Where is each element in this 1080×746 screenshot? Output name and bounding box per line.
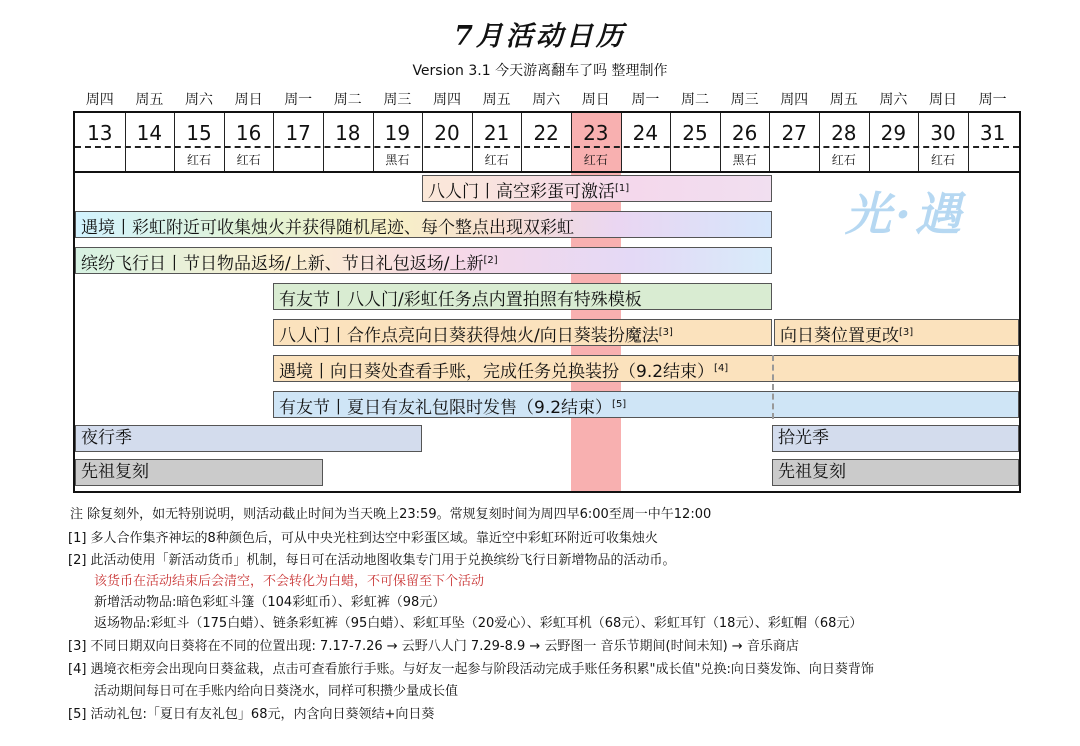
event-bar-sunflower-move — [774, 319, 1019, 346]
day-number: 31 — [979, 121, 1006, 145]
header-dashed-divider — [75, 146, 1019, 148]
event-ref: [4] — [714, 363, 729, 374]
event-bar-traveling-spirit-2 — [772, 459, 1019, 486]
day-tag: 红石 — [583, 153, 608, 167]
page-subtitle: Version 3.1 今天游离翻车了吗 整理制作 — [412, 63, 668, 79]
note-1: [1] 多人合作集齐神坛的8种颜色后，可从中央光柱到达空中彩蛋区域。靠近空中彩虹环附近可收集烛火 — [68, 531, 658, 546]
day-number: 27 — [781, 121, 807, 145]
event-bar-friendship-photo — [273, 283, 772, 310]
day-number: 17 — [285, 121, 311, 145]
event-label: 先祖复刻 — [778, 462, 846, 482]
weekday-label: 周一 — [284, 92, 313, 108]
event-bar-summer-gift-pack — [273, 391, 1019, 418]
day-number: 30 — [930, 121, 956, 145]
note-5: [5] 活动礼包:「夏日有友礼包」68元，内含向日葵领结+向日葵 — [68, 707, 435, 722]
event-bar-rainbow-candles — [75, 211, 772, 238]
day-number: 15 — [186, 121, 212, 145]
event-label: 拾光季 — [778, 428, 829, 448]
event-label: 向日葵位置更改 — [780, 326, 899, 346]
event-label: 遇境丨向日葵处查看手账，完成任务兑换装扮（9.2结束） — [279, 362, 715, 382]
event-label: 夜行季 — [81, 428, 132, 448]
weekday-label: 周一 — [631, 92, 660, 108]
day-number: 20 — [434, 121, 460, 145]
day-tag: 黑石 — [385, 153, 410, 167]
event-label: 八人门丨合作点亮向日葵获得烛火/向日葵装扮魔法 — [279, 326, 659, 346]
event-bar-sunflower-journal — [273, 355, 1019, 382]
day-number: 24 — [632, 121, 659, 145]
weekday-label: 周六 — [184, 92, 213, 108]
weekday-label: 周日 — [234, 92, 263, 108]
day-tag: 红石 — [930, 153, 955, 167]
event-label: 先祖复刻 — [81, 462, 149, 482]
weekday-label: 周一 — [978, 92, 1007, 108]
event-ref: [1] — [615, 183, 630, 194]
day-number: 14 — [136, 121, 163, 145]
weekday-label: 周六 — [532, 92, 561, 108]
logo: 光·遇 — [844, 187, 965, 241]
note-2-return-items: 返场物品:彩虹斗（175白蜡）、链条彩虹裤（95白蜡）、彩虹耳坠（20爱心）、彩虹耳机（68元）、彩虹耳钉（18元）、彩虹帽（68元） — [94, 616, 863, 631]
weekday-label: 周四 — [432, 92, 461, 108]
day-number: 16 — [235, 121, 262, 145]
weekday-label: 周六 — [879, 92, 908, 108]
day-number: 26 — [731, 121, 758, 145]
day-tag: 红石 — [236, 153, 261, 167]
event-bar-sunflower-light — [273, 319, 772, 346]
event-label: 遇境丨彩虹附近可收集烛火并获得随机尾迹、每个整点出现双彩虹 — [81, 218, 574, 238]
note-general: 注 除复刻外，如无特别说明，则活动截止时间为当天晚上23:59。常规复刻时间为周四早6:00至周一中午12:00 — [70, 507, 712, 522]
note-4: [4] 遇境衣柜旁会出现向日葵盆栽，点击可查看旅行手账。与好友一起参与阶段活动完成手账任务积累"成长值"兑换:向日葵发饰、向日葵背饰 — [68, 662, 874, 677]
day-tag: 黑石 — [732, 153, 757, 167]
note-2-new-items: 新增活动物品:暗色彩虹斗篷（104彩虹币）、彩虹裤（98元） — [94, 595, 446, 610]
day-number: 19 — [384, 121, 411, 145]
note-2: [2] 此活动使用「新活动货币」机制，每日可在活动地图收集专门用于兑换缤纷飞行日新增物品的活动币。 — [68, 553, 676, 568]
day-number: 21 — [483, 121, 510, 145]
event-ref: [3] — [899, 327, 914, 338]
weekday-label: 周日 — [581, 92, 610, 108]
event-label: 有友节丨夏日有友礼包限时发售（9.2结束） — [279, 398, 613, 418]
day-number: 25 — [682, 121, 708, 145]
event-label: 缤纷飞行日丨节日物品返场/上新、节日礼包返场/上新 — [81, 254, 484, 274]
event-bar-eight-gate-egg — [422, 175, 772, 202]
day-number: 18 — [335, 121, 361, 145]
weekday-label: 周五 — [829, 92, 858, 108]
page-title: 7月活动日历 — [454, 21, 626, 52]
weekday-label: 周四 — [780, 92, 809, 108]
event-ref: [2] — [483, 255, 498, 266]
event-bar-light-season — [772, 425, 1019, 452]
weekday-label: 周四 — [85, 92, 114, 108]
calendar-grid — [73, 111, 1021, 493]
day-tag: 红石 — [484, 153, 509, 167]
weekday-label: 周日 — [928, 92, 957, 108]
day-tag: 红石 — [186, 153, 211, 167]
event-ref: [3] — [658, 327, 673, 338]
event-bar-traveling-spirit-1 — [75, 459, 323, 486]
note-3: [3] 不同日期双向日葵将在不同的位置出现: 7.17-7.26 → 云野八人门 7.29-8.9 → 云野图一 音乐节期间(时间未知) → 音乐商店 — [68, 639, 799, 654]
header-divider — [75, 171, 1019, 173]
weekday-label: 周五 — [482, 92, 511, 108]
weekday-label: 周五 — [135, 92, 164, 108]
day-number: 13 — [87, 121, 113, 145]
event-bar-night-season — [75, 425, 422, 452]
day-number: 28 — [831, 121, 857, 145]
weekday-label: 周三 — [730, 92, 759, 108]
day-tag: 红石 — [831, 153, 856, 167]
event-ref: [5] — [612, 399, 627, 410]
event-label: 有友节丨八人门/彩虹任务点内置拍照有特殊模板 — [279, 290, 642, 310]
day-number: 22 — [533, 121, 559, 145]
season-gap-divider — [772, 355, 774, 419]
day-number: 23 — [583, 121, 609, 145]
weekday-label: 周二 — [333, 92, 362, 108]
note-4-detail: 活动期间每日可在手账内给向日葵浇水，同样可积攒少量成长值 — [94, 684, 459, 699]
event-bar-colorful-flight-day — [75, 247, 772, 274]
day-number: 29 — [880, 121, 907, 145]
weekday-label: 周二 — [680, 92, 709, 108]
note-2-warning: 该货币在活动结束后会清空，不会转化为白蜡，不可保留至下个活动 — [94, 574, 485, 589]
weekday-label: 周三 — [383, 92, 412, 108]
event-label: 八人门丨高空彩蛋可激活 — [428, 182, 615, 202]
